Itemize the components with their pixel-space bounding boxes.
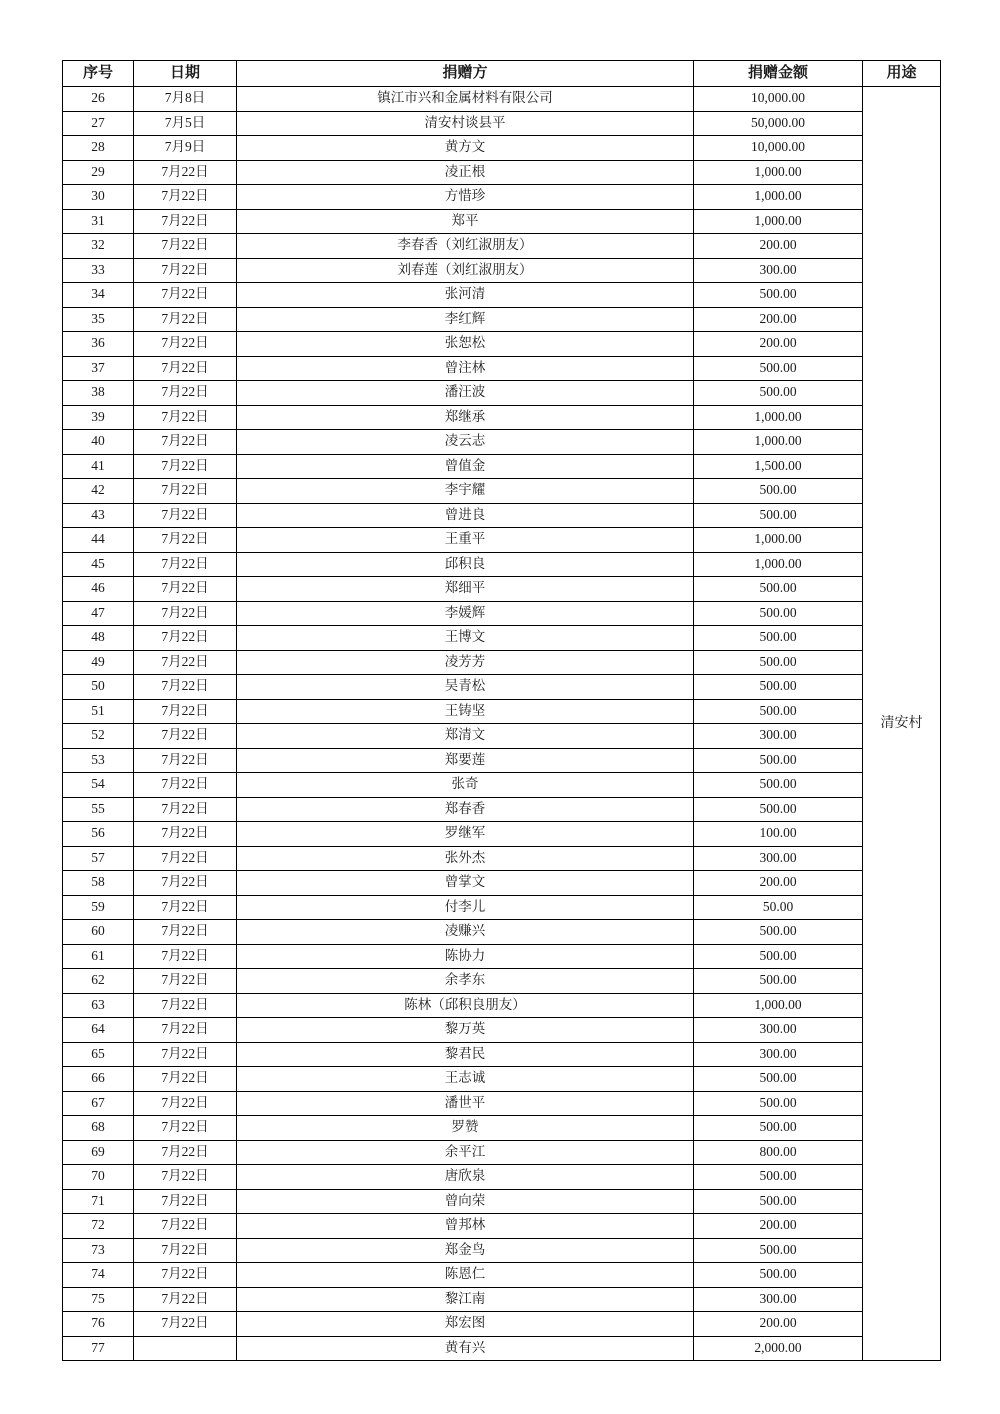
donor-cell: 王博文	[237, 626, 694, 651]
serial-cell: 27	[63, 111, 134, 136]
donor-cell: 郑细平	[237, 577, 694, 602]
donor-cell: 陈协力	[237, 944, 694, 969]
table-row	[63, 1312, 941, 1337]
date-cell: 7月22日	[134, 699, 237, 724]
amount-cell: 500.00	[694, 969, 863, 994]
table-row	[63, 283, 941, 308]
serial-cell: 70	[63, 1165, 134, 1190]
date-cell: 7月22日	[134, 748, 237, 773]
column-header-amount: 捐赠金额	[694, 61, 863, 87]
date-cell: 7月22日	[134, 528, 237, 553]
serial-cell: 63	[63, 993, 134, 1018]
amount-cell: 500.00	[694, 1263, 863, 1288]
donation-table	[62, 60, 941, 1361]
donor-cell: 黄有兴	[237, 1336, 694, 1361]
amount-cell: 200.00	[694, 234, 863, 259]
amount-cell: 1,000.00	[694, 209, 863, 234]
date-cell: 7月22日	[134, 1140, 237, 1165]
donor-cell: 曾向荣	[237, 1189, 694, 1214]
table-row	[63, 1165, 941, 1190]
serial-cell: 73	[63, 1238, 134, 1263]
table-row	[63, 552, 941, 577]
table-row	[63, 1214, 941, 1239]
table-row	[63, 258, 941, 283]
serial-cell: 69	[63, 1140, 134, 1165]
table-row	[63, 332, 941, 357]
donor-cell: 余平江	[237, 1140, 694, 1165]
serial-cell: 48	[63, 626, 134, 651]
serial-cell: 54	[63, 773, 134, 798]
donor-cell: 曾进良	[237, 503, 694, 528]
date-cell: 7月22日	[134, 1067, 237, 1092]
amount-cell: 500.00	[694, 797, 863, 822]
table-row	[63, 1238, 941, 1263]
donor-cell: 曾掌文	[237, 871, 694, 896]
amount-cell: 50,000.00	[694, 111, 863, 136]
table-row	[63, 1189, 941, 1214]
serial-cell: 74	[63, 1263, 134, 1288]
serial-cell: 57	[63, 846, 134, 871]
donor-cell: 郑宏图	[237, 1312, 694, 1337]
serial-cell: 56	[63, 822, 134, 847]
amount-cell: 200.00	[694, 332, 863, 357]
table-row	[63, 944, 941, 969]
amount-cell: 800.00	[694, 1140, 863, 1165]
table-body	[63, 87, 941, 1361]
amount-cell: 500.00	[694, 944, 863, 969]
amount-cell: 500.00	[694, 601, 863, 626]
date-cell: 7月22日	[134, 846, 237, 871]
date-cell: 7月22日	[134, 626, 237, 651]
table-row	[63, 1091, 941, 1116]
table-row	[63, 993, 941, 1018]
donor-cell: 凌芳芳	[237, 650, 694, 675]
table-row	[63, 675, 941, 700]
amount-cell: 500.00	[694, 381, 863, 406]
date-cell: 7月22日	[134, 1189, 237, 1214]
date-cell: 7月22日	[134, 1263, 237, 1288]
amount-cell: 300.00	[694, 258, 863, 283]
date-cell: 7月22日	[134, 234, 237, 259]
serial-cell: 71	[63, 1189, 134, 1214]
amount-cell: 500.00	[694, 1067, 863, 1092]
date-cell: 7月22日	[134, 1312, 237, 1337]
table-row	[63, 773, 941, 798]
table-row	[63, 1067, 941, 1092]
serial-cell: 30	[63, 185, 134, 210]
donor-cell: 刘春莲（刘红淑朋友）	[237, 258, 694, 283]
table-header	[63, 61, 941, 87]
amount-cell: 500.00	[694, 920, 863, 945]
table-row	[63, 1140, 941, 1165]
serial-cell: 39	[63, 405, 134, 430]
date-cell: 7月8日	[134, 87, 237, 112]
date-cell: 7月22日	[134, 430, 237, 455]
donor-cell: 凌云志	[237, 430, 694, 455]
table-row	[63, 454, 941, 479]
serial-cell: 59	[63, 895, 134, 920]
donor-cell: 郑金鸟	[237, 1238, 694, 1263]
header-row	[63, 61, 941, 87]
amount-cell: 200.00	[694, 871, 863, 896]
serial-cell: 58	[63, 871, 134, 896]
amount-cell: 200.00	[694, 1312, 863, 1337]
donor-cell: 郑清文	[237, 724, 694, 749]
amount-cell: 500.00	[694, 1189, 863, 1214]
donor-cell: 李红辉	[237, 307, 694, 332]
purpose-merged-cell: 清安村	[863, 87, 941, 1361]
date-cell: 7月22日	[134, 577, 237, 602]
date-cell: 7月22日	[134, 724, 237, 749]
date-cell: 7月22日	[134, 822, 237, 847]
donor-cell: 郑继承	[237, 405, 694, 430]
table-row	[63, 871, 941, 896]
date-cell: 7月22日	[134, 307, 237, 332]
serial-cell: 31	[63, 209, 134, 234]
serial-cell: 46	[63, 577, 134, 602]
serial-cell: 38	[63, 381, 134, 406]
table-row	[63, 895, 941, 920]
date-cell: 7月22日	[134, 1287, 237, 1312]
serial-cell: 67	[63, 1091, 134, 1116]
amount-cell: 1,000.00	[694, 552, 863, 577]
donor-cell: 方惜珍	[237, 185, 694, 210]
amount-cell: 500.00	[694, 503, 863, 528]
serial-cell: 55	[63, 797, 134, 822]
table-row	[63, 111, 941, 136]
date-cell: 7月22日	[134, 969, 237, 994]
date-cell: 7月22日	[134, 871, 237, 896]
table-row	[63, 797, 941, 822]
donor-cell: 曾邦林	[237, 1214, 694, 1239]
amount-cell: 500.00	[694, 356, 863, 381]
donor-cell: 潘世平	[237, 1091, 694, 1116]
date-cell: 7月22日	[134, 944, 237, 969]
amount-cell: 300.00	[694, 1018, 863, 1043]
date-cell: 7月22日	[134, 185, 237, 210]
donor-cell: 陈恩仁	[237, 1263, 694, 1288]
date-cell: 7月22日	[134, 1116, 237, 1141]
date-cell: 7月22日	[134, 993, 237, 1018]
donor-cell: 李春香（刘红淑朋友）	[237, 234, 694, 259]
amount-cell: 500.00	[694, 748, 863, 773]
donor-cell: 清安村谈县平	[237, 111, 694, 136]
donor-cell: 王铸坚	[237, 699, 694, 724]
amount-cell: 1,000.00	[694, 993, 863, 1018]
serial-cell: 66	[63, 1067, 134, 1092]
amount-cell: 1,000.00	[694, 528, 863, 553]
table-row	[63, 234, 941, 259]
donor-cell: 曾注林	[237, 356, 694, 381]
table-row	[63, 356, 941, 381]
amount-cell: 500.00	[694, 650, 863, 675]
amount-cell: 500.00	[694, 283, 863, 308]
table-row	[63, 1263, 941, 1288]
table-row	[63, 479, 941, 504]
serial-cell: 72	[63, 1214, 134, 1239]
donor-cell: 张外杰	[237, 846, 694, 871]
amount-cell: 500.00	[694, 1238, 863, 1263]
donor-cell: 黎江南	[237, 1287, 694, 1312]
table-row	[63, 381, 941, 406]
donor-cell: 余孝东	[237, 969, 694, 994]
date-cell: 7月22日	[134, 895, 237, 920]
column-header-date: 日期	[134, 61, 237, 87]
donor-cell: 罗继军	[237, 822, 694, 847]
date-cell: 7月22日	[134, 1214, 237, 1239]
date-cell: 7月22日	[134, 405, 237, 430]
date-cell: 7月22日	[134, 601, 237, 626]
date-cell: 7月22日	[134, 1238, 237, 1263]
donor-cell: 黄方文	[237, 136, 694, 161]
serial-cell: 41	[63, 454, 134, 479]
serial-cell: 51	[63, 699, 134, 724]
date-cell: 7月22日	[134, 356, 237, 381]
amount-cell: 100.00	[694, 822, 863, 847]
serial-cell: 49	[63, 650, 134, 675]
date-cell: 7月22日	[134, 675, 237, 700]
serial-cell: 35	[63, 307, 134, 332]
donor-cell: 郑平	[237, 209, 694, 234]
date-cell: 7月22日	[134, 1018, 237, 1043]
date-cell: 7月22日	[134, 503, 237, 528]
donor-cell: 邱积良	[237, 552, 694, 577]
amount-cell: 500.00	[694, 1091, 863, 1116]
column-header-serial: 序号	[63, 61, 134, 87]
serial-cell: 43	[63, 503, 134, 528]
serial-cell: 52	[63, 724, 134, 749]
amount-cell: 500.00	[694, 479, 863, 504]
amount-cell: 200.00	[694, 1214, 863, 1239]
date-cell	[134, 1336, 237, 1361]
table-row	[63, 969, 941, 994]
table-row	[63, 1116, 941, 1141]
serial-cell: 28	[63, 136, 134, 161]
amount-cell: 1,500.00	[694, 454, 863, 479]
column-header-donor: 捐赠方	[237, 61, 694, 87]
table-row	[63, 822, 941, 847]
donor-cell: 李宇耀	[237, 479, 694, 504]
table-row	[63, 650, 941, 675]
donor-cell: 潘汪波	[237, 381, 694, 406]
donor-cell: 李媛辉	[237, 601, 694, 626]
amount-cell: 500.00	[694, 699, 863, 724]
donor-cell: 张恕松	[237, 332, 694, 357]
serial-cell: 45	[63, 552, 134, 577]
donor-cell: 唐欣泉	[237, 1165, 694, 1190]
serial-cell: 40	[63, 430, 134, 455]
donor-cell: 凌赚兴	[237, 920, 694, 945]
donor-cell: 张奇	[237, 773, 694, 798]
table-row	[63, 626, 941, 651]
amount-cell: 1,000.00	[694, 185, 863, 210]
date-cell: 7月22日	[134, 1165, 237, 1190]
serial-cell: 47	[63, 601, 134, 626]
donor-cell: 陈林（邱积良朋友）	[237, 993, 694, 1018]
donor-cell: 王重平	[237, 528, 694, 553]
donor-cell: 曾值金	[237, 454, 694, 479]
serial-cell: 65	[63, 1042, 134, 1067]
table-row	[63, 430, 941, 455]
date-cell: 7月22日	[134, 797, 237, 822]
serial-cell: 60	[63, 920, 134, 945]
date-cell: 7月22日	[134, 479, 237, 504]
serial-cell: 50	[63, 675, 134, 700]
table-row	[63, 528, 941, 553]
date-cell: 7月9日	[134, 136, 237, 161]
amount-cell: 300.00	[694, 1287, 863, 1312]
donor-cell: 郑要莲	[237, 748, 694, 773]
table-row	[63, 699, 941, 724]
amount-cell: 300.00	[694, 724, 863, 749]
date-cell: 7月22日	[134, 552, 237, 577]
serial-cell: 26	[63, 87, 134, 112]
date-cell: 7月22日	[134, 1042, 237, 1067]
amount-cell: 1,000.00	[694, 405, 863, 430]
amount-cell: 500.00	[694, 1165, 863, 1190]
donor-cell: 王志诚	[237, 1067, 694, 1092]
amount-cell: 500.00	[694, 577, 863, 602]
serial-cell: 34	[63, 283, 134, 308]
amount-cell: 1,000.00	[694, 430, 863, 455]
table-row	[63, 920, 941, 945]
date-cell: 7月22日	[134, 773, 237, 798]
date-cell: 7月22日	[134, 920, 237, 945]
serial-cell: 53	[63, 748, 134, 773]
amount-cell: 300.00	[694, 1042, 863, 1067]
table-row	[63, 1042, 941, 1067]
table-row	[63, 601, 941, 626]
serial-cell: 29	[63, 160, 134, 185]
serial-cell: 42	[63, 479, 134, 504]
amount-cell: 10,000.00	[694, 87, 863, 112]
amount-cell: 200.00	[694, 307, 863, 332]
date-cell: 7月5日	[134, 111, 237, 136]
date-cell: 7月22日	[134, 332, 237, 357]
serial-cell: 44	[63, 528, 134, 553]
serial-cell: 75	[63, 1287, 134, 1312]
serial-cell: 37	[63, 356, 134, 381]
amount-cell: 500.00	[694, 675, 863, 700]
donor-cell: 凌正根	[237, 160, 694, 185]
date-cell: 7月22日	[134, 454, 237, 479]
table-row	[63, 307, 941, 332]
donor-cell: 黎万英	[237, 1018, 694, 1043]
amount-cell: 300.00	[694, 846, 863, 871]
table-row	[63, 577, 941, 602]
donor-cell: 张河清	[237, 283, 694, 308]
serial-cell: 36	[63, 332, 134, 357]
serial-cell: 61	[63, 944, 134, 969]
table-row	[63, 1336, 941, 1361]
serial-cell: 68	[63, 1116, 134, 1141]
table-row	[63, 136, 941, 161]
donor-cell: 付李儿	[237, 895, 694, 920]
serial-cell: 77	[63, 1336, 134, 1361]
amount-cell: 500.00	[694, 1116, 863, 1141]
serial-cell: 62	[63, 969, 134, 994]
table-row	[63, 846, 941, 871]
amount-cell: 2,000.00	[694, 1336, 863, 1361]
donor-cell: 黎君民	[237, 1042, 694, 1067]
donor-cell: 镇江市兴和金属材料有限公司	[237, 87, 694, 112]
amount-cell: 500.00	[694, 773, 863, 798]
table-row	[63, 405, 941, 430]
donor-cell: 吴青松	[237, 675, 694, 700]
date-cell: 7月22日	[134, 258, 237, 283]
date-cell: 7月22日	[134, 650, 237, 675]
column-header-purpose: 用途	[863, 61, 941, 87]
table-row	[63, 185, 941, 210]
donor-cell: 郑春香	[237, 797, 694, 822]
date-cell: 7月22日	[134, 209, 237, 234]
date-cell: 7月22日	[134, 283, 237, 308]
serial-cell: 32	[63, 234, 134, 259]
table-row	[63, 209, 941, 234]
table-row	[63, 1287, 941, 1312]
amount-cell: 500.00	[694, 626, 863, 651]
table-row	[63, 724, 941, 749]
date-cell: 7月22日	[134, 160, 237, 185]
amount-cell: 50.00	[694, 895, 863, 920]
table-row	[63, 160, 941, 185]
donor-cell: 罗赞	[237, 1116, 694, 1141]
table-row	[63, 748, 941, 773]
table-row	[63, 1018, 941, 1043]
serial-cell: 76	[63, 1312, 134, 1337]
amount-cell: 10,000.00	[694, 136, 863, 161]
table-row	[63, 503, 941, 528]
date-cell: 7月22日	[134, 1091, 237, 1116]
serial-cell: 33	[63, 258, 134, 283]
date-cell: 7月22日	[134, 381, 237, 406]
amount-cell: 1,000.00	[694, 160, 863, 185]
table-row	[63, 87, 941, 112]
serial-cell: 64	[63, 1018, 134, 1043]
